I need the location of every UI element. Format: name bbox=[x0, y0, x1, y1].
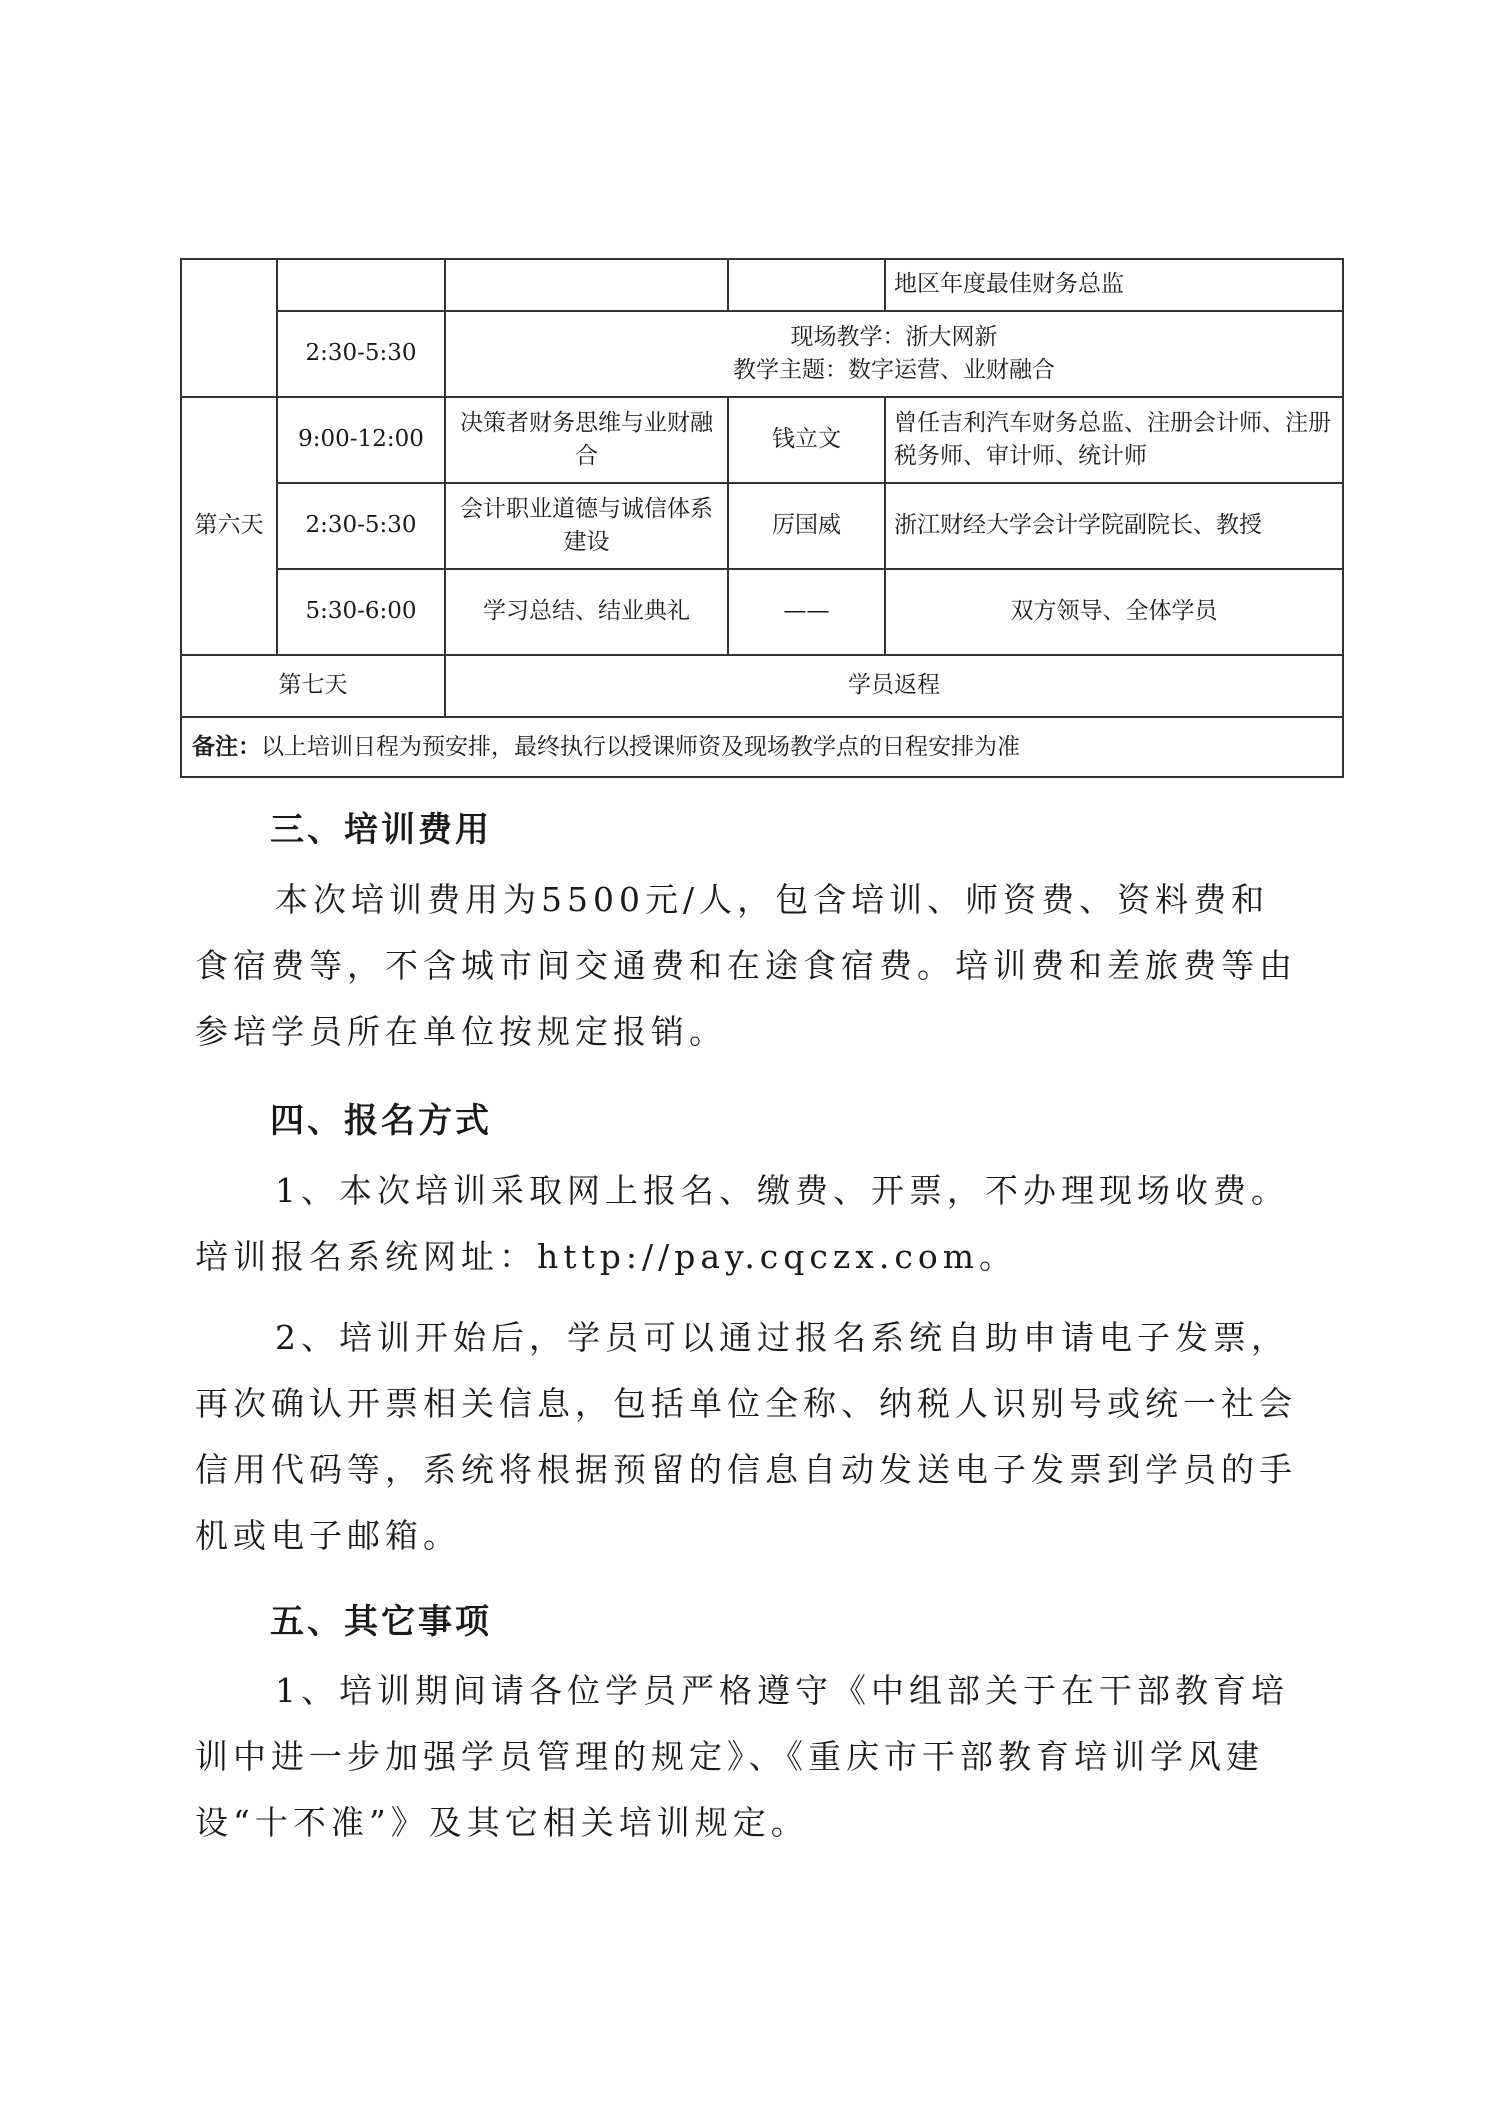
topic-cell: 学习总结、结业典礼 bbox=[445, 569, 728, 655]
teacher-intro-cell: 浙江财经大学会计学院副院长、教授 bbox=[885, 483, 1343, 569]
field-teaching-topic: 教学主题：数字运营、业财融合 bbox=[733, 357, 1055, 383]
schedule-table bbox=[180, 258, 1344, 778]
time-cell: 9:00-12:00 bbox=[277, 397, 445, 483]
paragraph-registration-2: 2、培训开始后，学员可以通过报名系统自助申请电子发票，再次确认开票相关信息，包括单位全称、纳税人识别号或统一社会信用代码等，系统将根据预留的信息自动发送电子发票到学员的手机或电子邮箱。 bbox=[195, 1318, 1297, 1555]
teacher-intro-cell: 曾任吉利汽车财务总监、注册会计师、注册税务师、审计师、统计师 bbox=[885, 397, 1343, 483]
field-teaching-line: 现场教学：浙大网新 bbox=[790, 323, 998, 350]
table-row bbox=[181, 311, 1343, 397]
paragraph-registration-1: 1、本次培训采取网上报名、缴费、开票，不办理现场收费。培训报名系统网址：http://pay.cqczx.com。 bbox=[195, 1171, 1289, 1276]
teacher-cell: 厉国威 bbox=[728, 483, 885, 569]
table-row bbox=[181, 569, 1343, 655]
table-cell bbox=[728, 259, 885, 311]
table-cell bbox=[445, 259, 728, 311]
table-cell bbox=[277, 259, 445, 311]
day-label-cell: 第六天 bbox=[181, 397, 277, 655]
day-label-cell: 第七天 bbox=[181, 655, 445, 717]
paragraph-other-1: 1、培训期间请各位学员严格遵守《中组部关于在干部教育培训中进一步加强学员管理的规定》、《重庆市干部教育培训学风建设“十不准”》及其它相关培训规定。 bbox=[195, 1671, 1289, 1842]
section-heading-fees: 三、培训费用 bbox=[270, 810, 492, 850]
topic-cell: 决策者财务思维与业财融合 bbox=[445, 397, 728, 483]
topic-cell: 会计职业道德与诚信体系建设 bbox=[445, 483, 728, 569]
table-row bbox=[181, 655, 1343, 717]
table-row bbox=[181, 397, 1343, 483]
section-heading-registration: 四、报名方式 bbox=[270, 1101, 492, 1141]
time-cell: 5:30-6:00 bbox=[277, 569, 445, 655]
table-row bbox=[181, 259, 1343, 311]
table-row bbox=[181, 717, 1343, 777]
day-content-cell: 学员返程 bbox=[445, 655, 1343, 717]
teacher-cell: —— bbox=[728, 569, 885, 655]
time-cell: 2:30-5:30 bbox=[277, 311, 445, 397]
note-text: 以上培训日程为预安排，最终执行以授课师资及现场教学点的日程安排为准 bbox=[261, 733, 1020, 760]
note-cell bbox=[181, 717, 1343, 777]
field-teaching-cell bbox=[445, 311, 1343, 397]
table-cell bbox=[181, 259, 277, 397]
time-cell: 2:30-5:30 bbox=[277, 483, 445, 569]
section-heading-other: 五、其它事项 bbox=[270, 1602, 492, 1642]
teacher-intro-cell: 地区年度最佳财务总监 bbox=[885, 259, 1343, 311]
teacher-intro-cell: 双方领导、全体学员 bbox=[885, 569, 1343, 655]
note-label: 备注： bbox=[192, 732, 261, 760]
paragraph-fees: 本次培训费用为5500元/人，包含培训、师资费、资料费和食宿费等，不含城市间交通费和在途食宿费。培训费和差旅费等由参培学员所在单位按规定报销。 bbox=[195, 880, 1297, 1051]
teacher-cell: 钱立文 bbox=[728, 397, 885, 483]
table-row bbox=[181, 483, 1343, 569]
